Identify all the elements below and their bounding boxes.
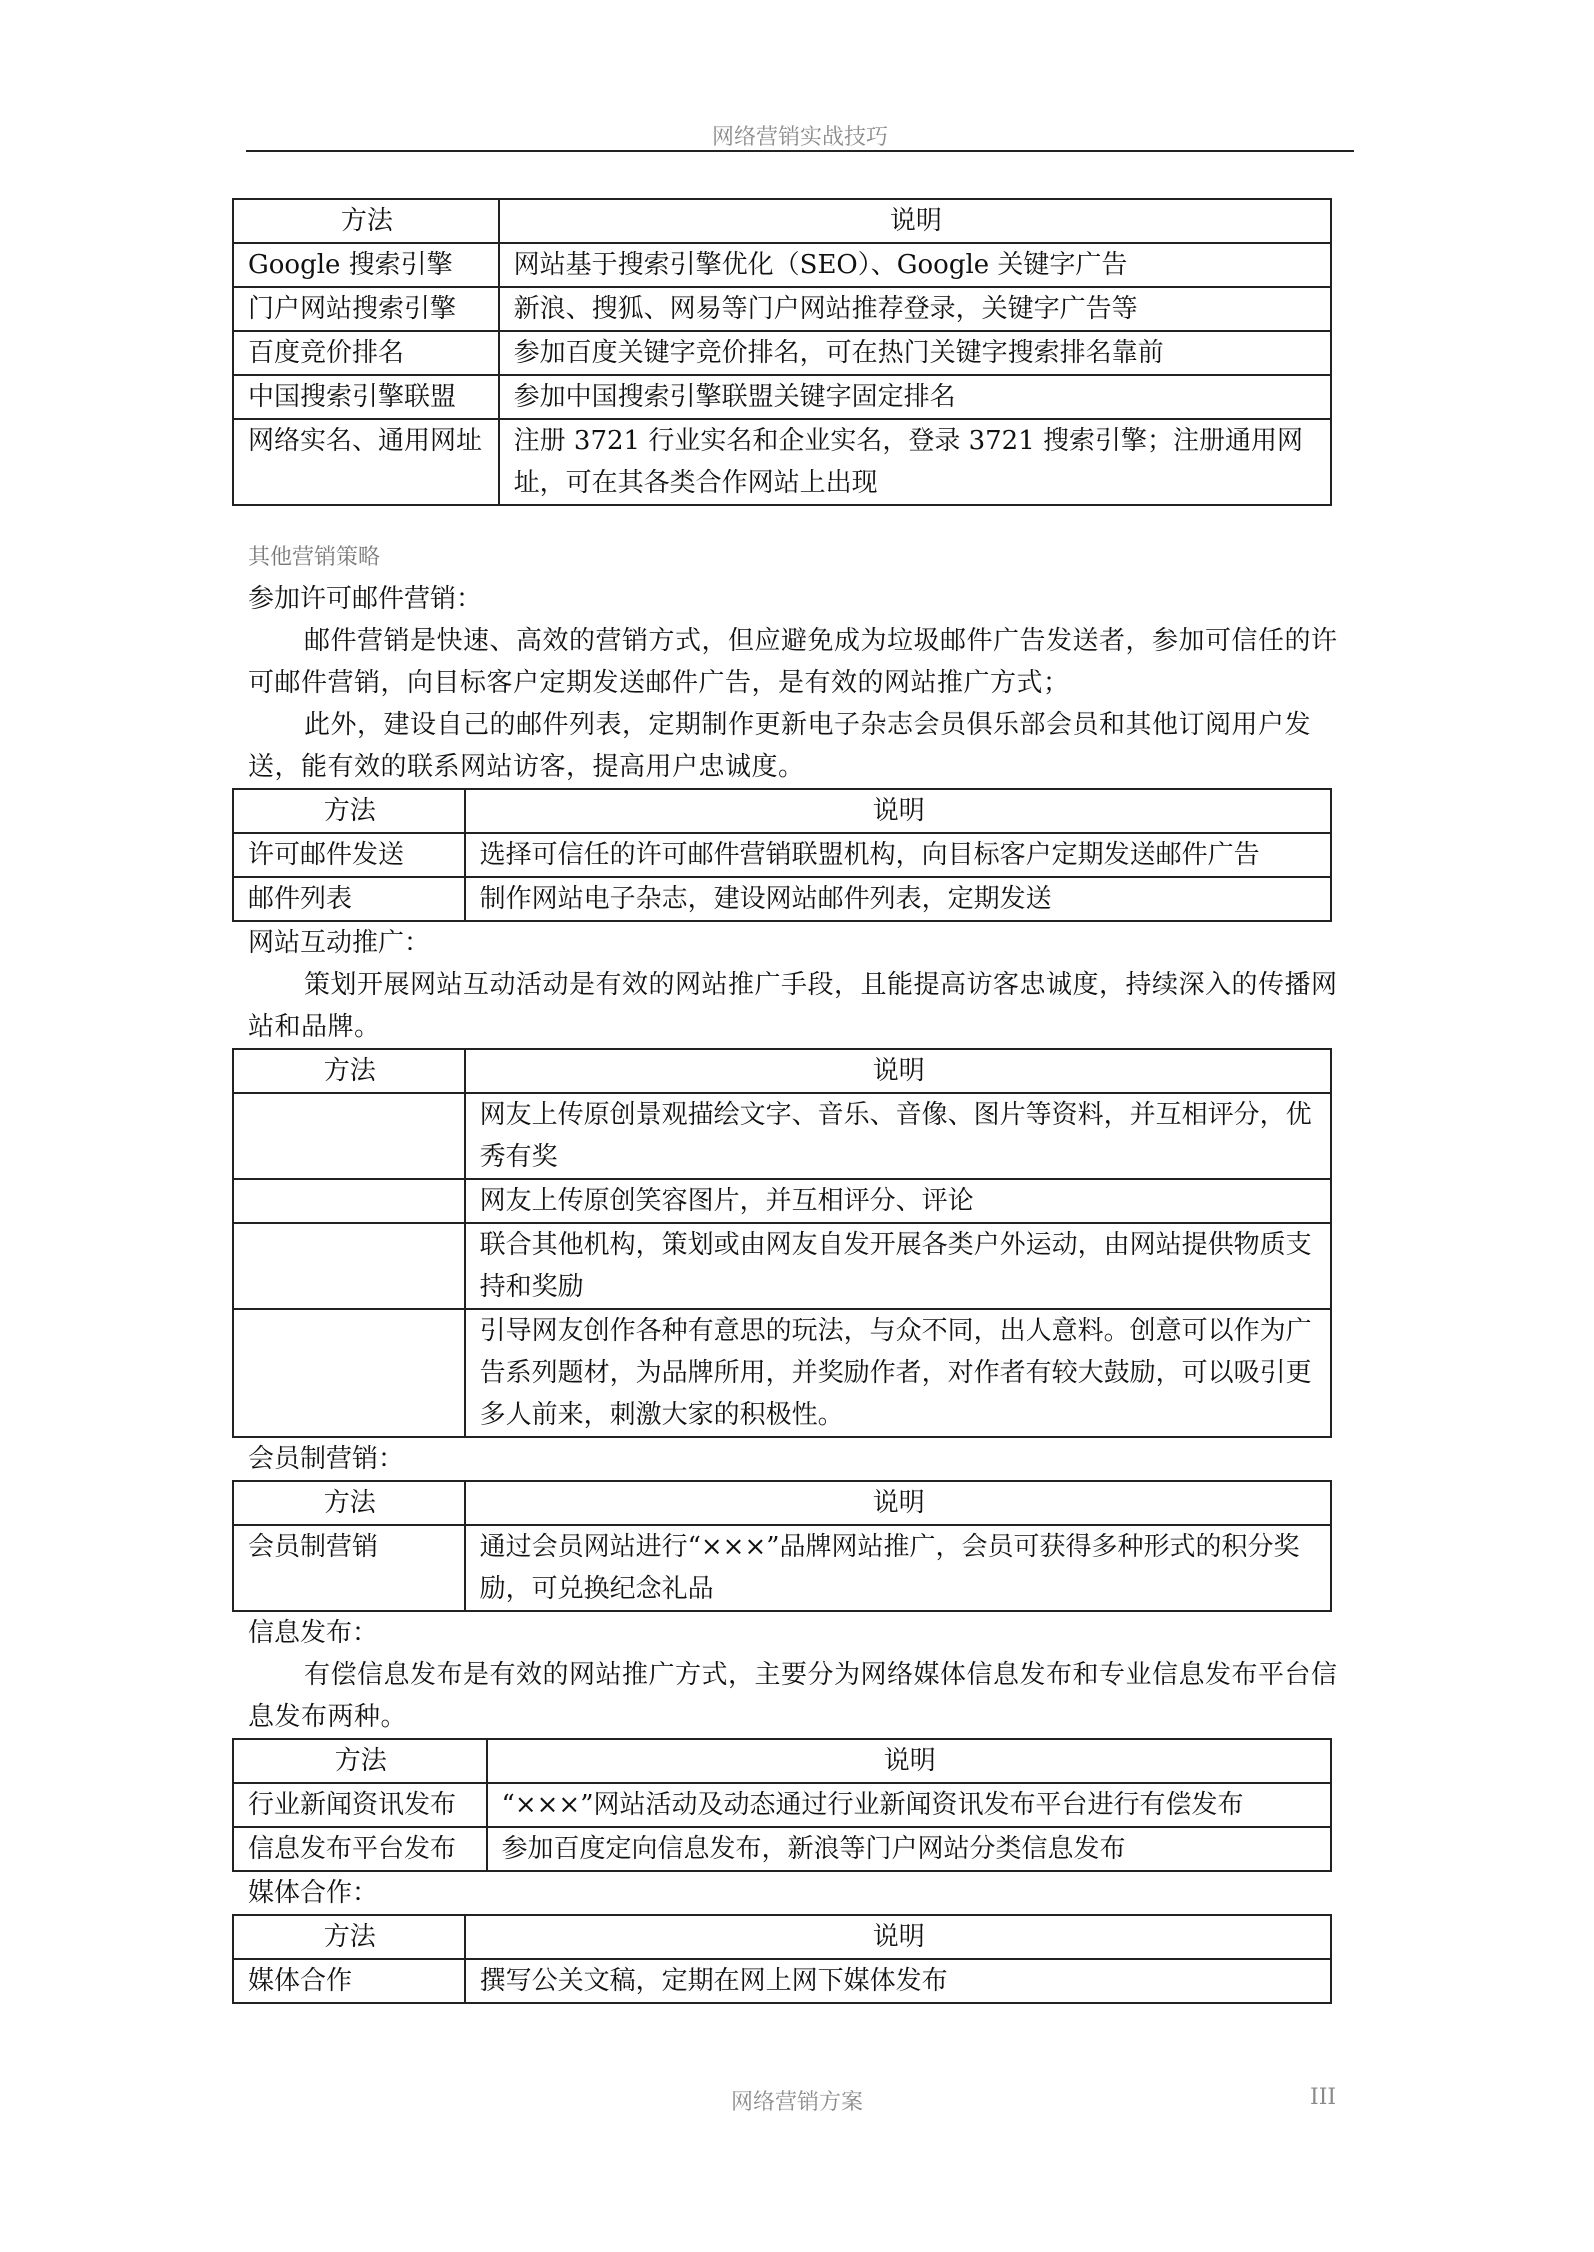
table-row: [233, 1179, 1331, 1223]
description-cell: 撰写公关文稿，定期在网上网下媒体发布: [465, 1959, 1331, 2003]
header-cell-method: 方法: [233, 1739, 487, 1783]
table-row: [233, 833, 1331, 877]
email-paragraph-1: 邮件营销是快速、高效的营销方式，但应避免成为垃圾邮件广告发送者，参加可信任的许可邮件营销，向目标客户定期发送邮件广告，是有效的网站推广方式；: [248, 626, 1338, 698]
method-cell: Google 搜索引擎: [233, 243, 499, 287]
email-table: [232, 788, 1332, 922]
table-row: [233, 1959, 1331, 2003]
header-cell-description: 说明: [465, 1481, 1331, 1525]
description-cell: 通过会员网站进行“×××”品牌网站推广，会员可获得多种形式的积分奖励，可兑换纪念礼品: [465, 1525, 1331, 1611]
description-cell: 网友上传原创笑容图片，并互相评分、评论: [465, 1179, 1331, 1223]
method-cell: [233, 1093, 465, 1179]
description-cell: 制作网站电子杂志，建设网站邮件列表，定期发送: [465, 877, 1331, 921]
method-cell: 许可邮件发送: [233, 833, 465, 877]
table-row: [233, 1223, 1331, 1309]
table-row: [233, 419, 1331, 505]
description-cell: 注册 3721 行业实名和企业实名，登录 3721 搜索引擎；注册通用网址，可在其各类合作网站上出现: [499, 419, 1331, 505]
method-cell: 媒体合作: [233, 1959, 465, 2003]
method-cell: [233, 1309, 465, 1437]
email-heading: 参加许可邮件营销：: [248, 584, 483, 614]
method-cell: 邮件列表: [233, 877, 465, 921]
table-header-row: [233, 1915, 1331, 1959]
info-table: [232, 1738, 1332, 1872]
page-content: [232, 198, 1354, 2004]
description-cell: 选择可信任的许可邮件营销联盟机构，向目标客户定期发送邮件广告: [465, 833, 1331, 877]
interactive-heading: 网站互动推广：: [248, 928, 431, 958]
header-rule: [246, 150, 1354, 152]
table-row: [233, 1783, 1331, 1827]
info-heading: 信息发布：: [248, 1618, 379, 1648]
method-cell: 会员制营销: [233, 1525, 465, 1611]
table-header-row: [233, 199, 1331, 243]
membership-heading: 会员制营销：: [248, 1444, 405, 1474]
table-row: [233, 877, 1331, 921]
method-cell: 中国搜索引擎联盟: [233, 375, 499, 419]
table-row: [233, 1309, 1331, 1437]
description-cell: 网站基于搜索引擎优化（SEO）、Google 关键字广告: [499, 243, 1331, 287]
table-header-row: [233, 789, 1331, 833]
header-cell-method: 方法: [233, 199, 499, 243]
table-header-row: [233, 1049, 1331, 1093]
description-cell: “×××”网站活动及动态通过行业新闻资讯发布平台进行有偿发布: [487, 1783, 1331, 1827]
method-cell: 信息发布平台发布: [233, 1827, 487, 1871]
header-cell-method: 方法: [233, 789, 465, 833]
info-paragraph: 有偿信息发布是有效的网站推广方式，主要分为网络媒体信息发布和专业信息发布平台信息发布两种。: [248, 1660, 1338, 1732]
section-title: 其他营销策略: [248, 545, 381, 570]
interactive-table: [232, 1048, 1332, 1438]
membership-table: [232, 1480, 1332, 1612]
running-footer: 网络营销方案: [730, 2090, 863, 2115]
table-row: [233, 331, 1331, 375]
description-cell: 参加百度关键字竞价排名，可在热门关键字搜索排名靠前: [499, 331, 1331, 375]
running-header: 网络营销实战技巧: [711, 125, 888, 150]
media-table: [232, 1914, 1332, 2004]
table-row: [233, 375, 1331, 419]
table-row: [233, 243, 1331, 287]
method-cell: [233, 1223, 465, 1309]
media-heading: 媒体合作：: [248, 1878, 379, 1908]
description-cell: 联合其他机构，策划或由网友自发开展各类户外运动，由网站提供物质支持和奖励: [465, 1223, 1331, 1309]
interactive-paragraph: 策划开展网站互动活动是有效的网站推广手段，且能提高访客忠诚度，持续深入的传播网站和品牌。: [248, 970, 1338, 1042]
header-cell-description: 说明: [465, 1915, 1331, 1959]
email-paragraph-2: 此外，建设自己的邮件列表，定期制作更新电子杂志会员俱乐部会员和其他订阅用户发送，能有效的联系网站访客，提高用户忠诚度。: [248, 710, 1312, 782]
header-cell-description: 说明: [499, 199, 1331, 243]
header-cell-method: 方法: [233, 1481, 465, 1525]
method-cell: 门户网站搜索引擎: [233, 287, 499, 331]
header-cell-method: 方法: [233, 1049, 465, 1093]
header-cell-description: 说明: [465, 1049, 1331, 1093]
table-row: [233, 287, 1331, 331]
header-cell-description: 说明: [487, 1739, 1331, 1783]
table-row: [233, 1525, 1331, 1611]
table-header-row: [233, 1739, 1331, 1783]
description-cell: 新浪、搜狐、网易等门户网站推荐登录，关键字广告等: [499, 287, 1331, 331]
method-cell: 网络实名、通用网址: [233, 419, 499, 505]
method-cell: 行业新闻资讯发布: [233, 1783, 487, 1827]
search-engine-table: [232, 198, 1332, 506]
table-row: [233, 1827, 1331, 1871]
table-row: [233, 1093, 1331, 1179]
header-cell-method: 方法: [233, 1915, 465, 1959]
description-cell: 网友上传原创景观描绘文字、音乐、音像、图片等资料，并互相评分，优秀有奖: [465, 1093, 1331, 1179]
method-cell: 百度竞价排名: [233, 331, 499, 375]
description-cell: 引导网友创作各种有意思的玩法，与众不同，出人意料。创意可以作为广告系列题材，为品牌所用，并奖励作者，对作者有较大鼓励，可以吸引更多人前来，刺激大家的积极性。: [465, 1309, 1331, 1437]
page-number: III: [1310, 2085, 1337, 2110]
method-cell: [233, 1179, 465, 1223]
description-cell: 参加中国搜索引擎联盟关键字固定排名: [499, 375, 1331, 419]
table-header-row: [233, 1481, 1331, 1525]
header-cell-description: 说明: [465, 789, 1331, 833]
description-cell: 参加百度定向信息发布，新浪等门户网站分类信息发布: [487, 1827, 1331, 1871]
